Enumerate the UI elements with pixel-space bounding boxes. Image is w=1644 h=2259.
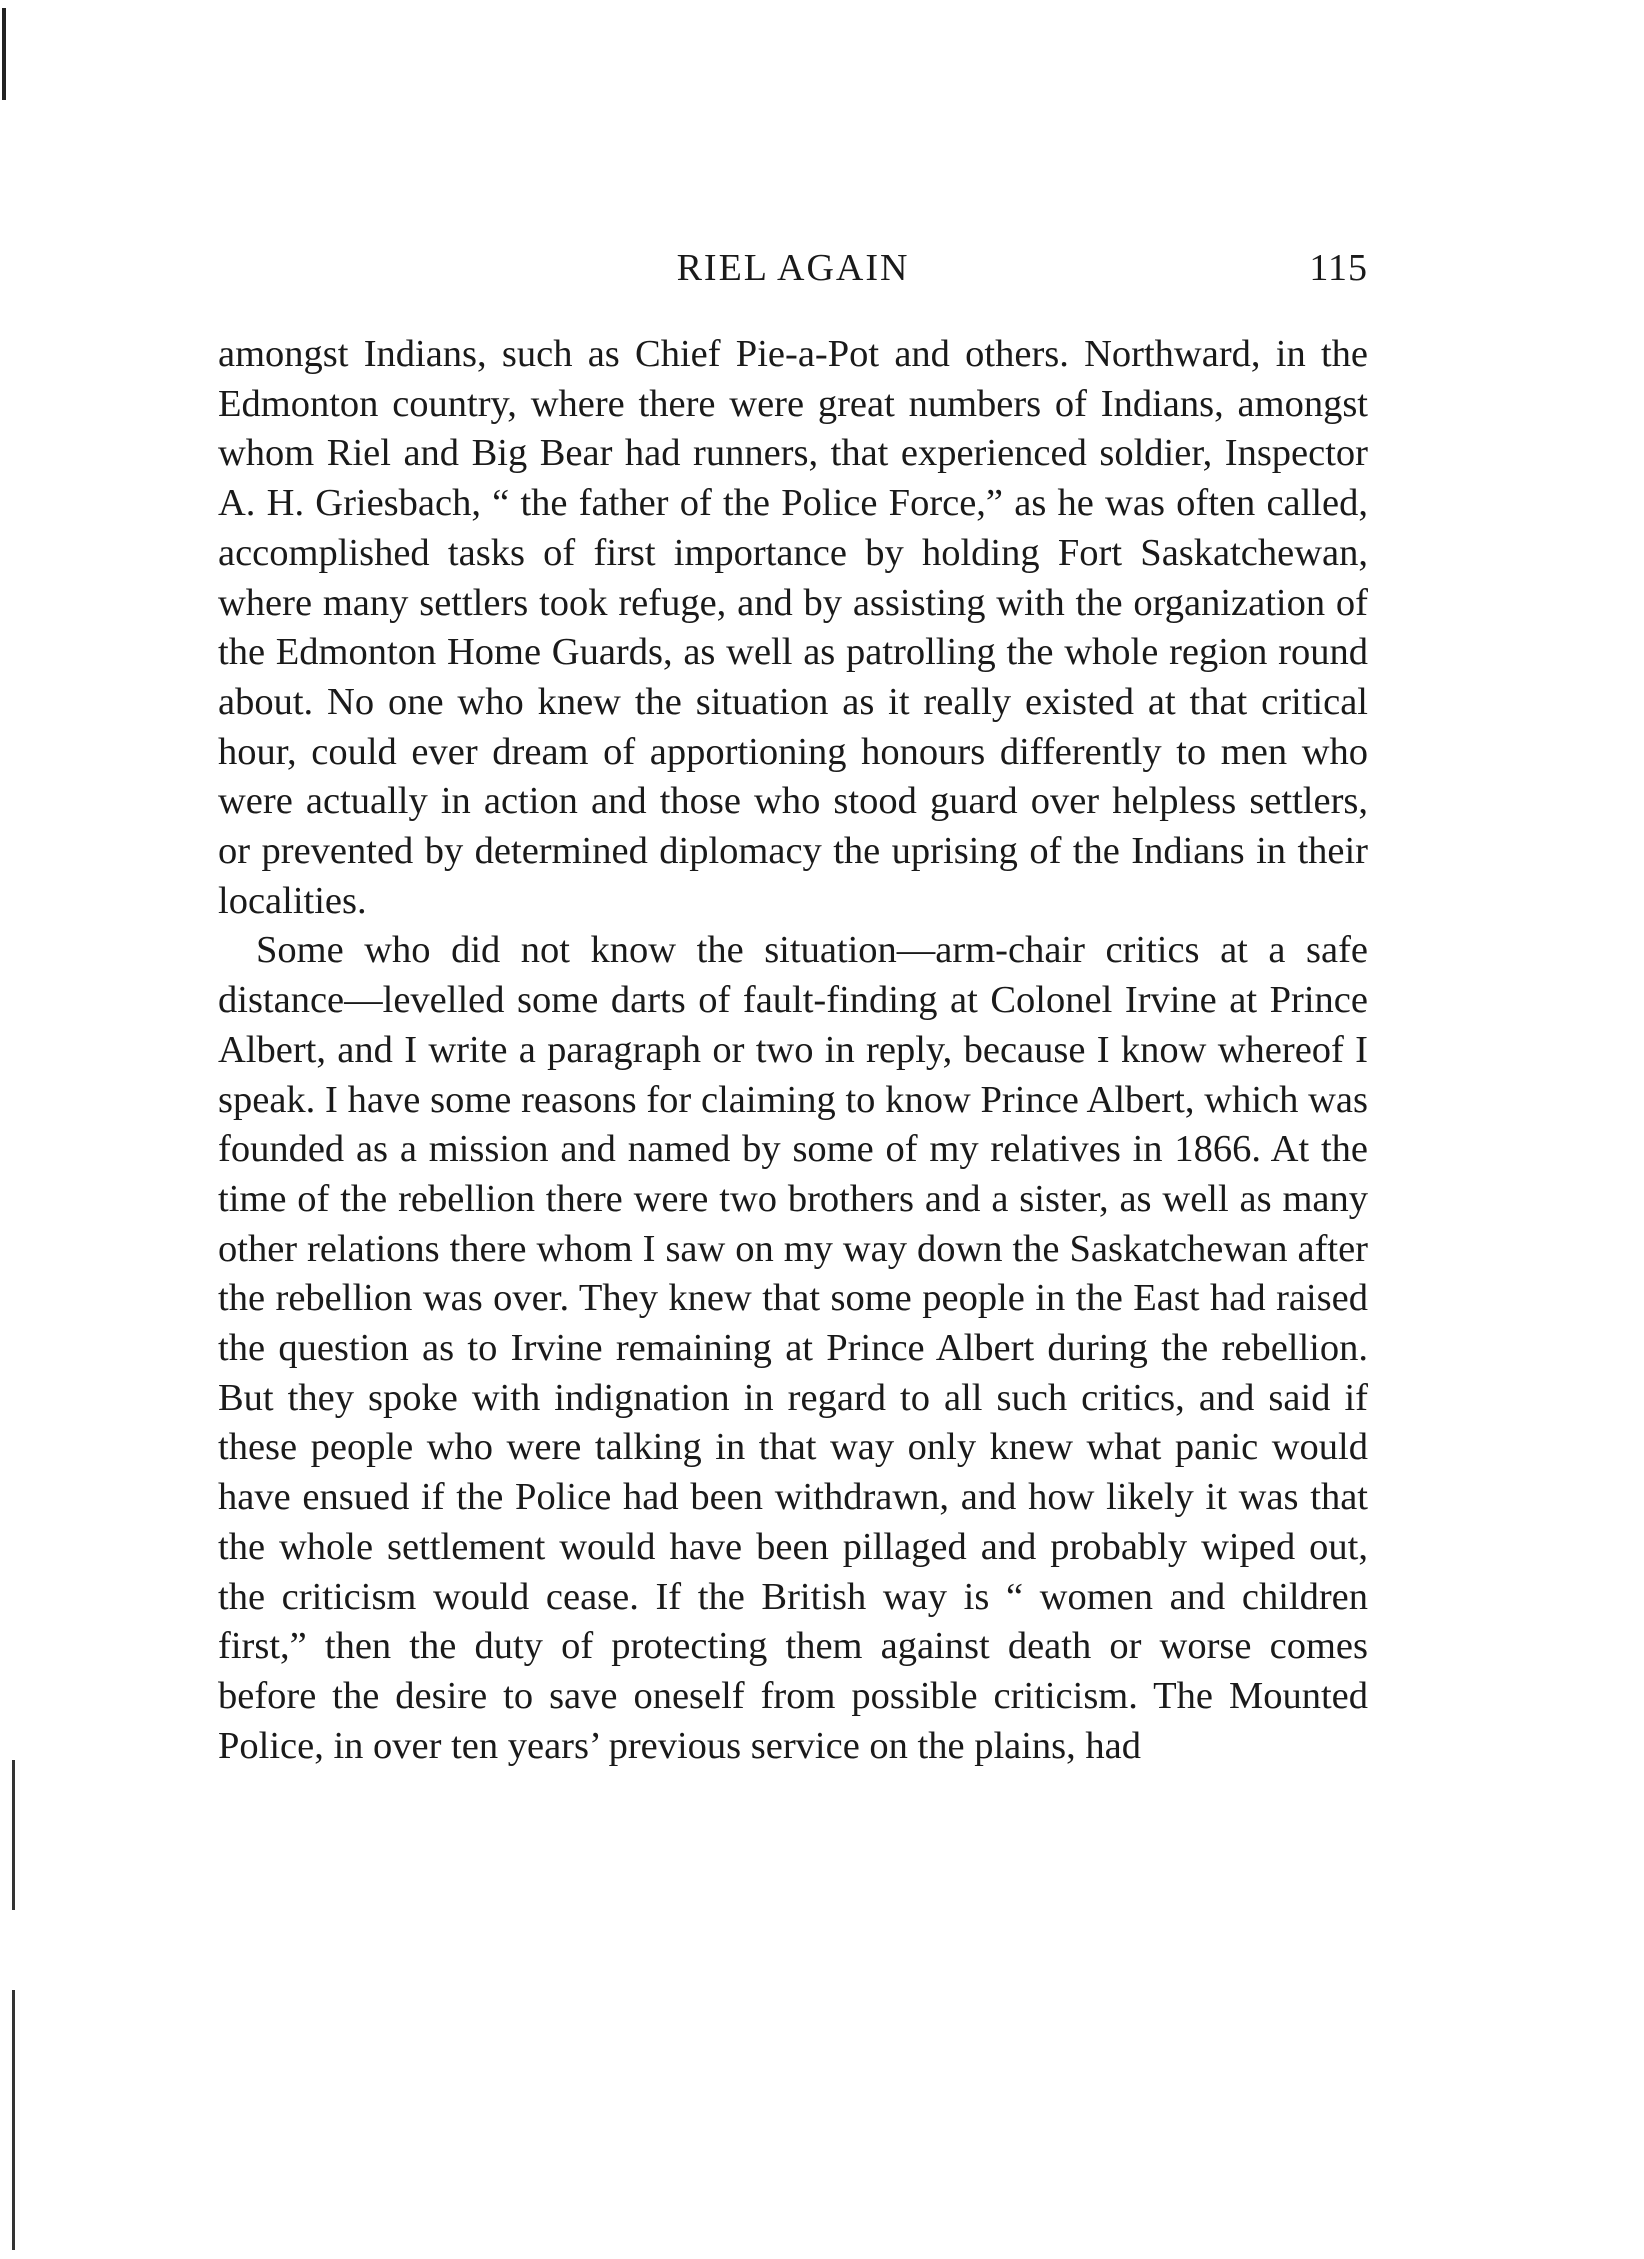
page-header <box>218 238 1368 298</box>
binding-edge-upper <box>12 1760 15 1910</box>
binding-edge-lower <box>12 1990 15 2250</box>
body-text <box>218 330 1368 1771</box>
paragraph-1: amongst Indians, such as Chief Pie-a-Pot and others. Northward, in the Edmonton country, where there were great numbers of Indians, amongst whom Riel and Big Bear had runners, that experienced soldier, Inspector A. H. Griesbach, “ the father of the Police Force,” as he was often called, accomplished tasks of first importance by holding Fort Saskatchewan, where many settlers took refuge, and by assisting with the organization of the Edmonton Home Guards, as well as patrolling the whole region round about. No one who knew the situation as it really existed at that critical hour, could ever dream of apportioning honours differently to men who were actually in action and those who stood guard over helpless settlers, or prevented by determined diplomacy the uprising of the Indians in their localities. <box>218 333 1368 922</box>
paragraph-2: Some who did not know the situation—arm-chair critics at a safe distance—levelled some darts of fault-finding at Colonel Irvine at Prince Albert, and I write a paragraph or two in reply, because I know whereof I speak. I have some reasons for claiming to know Prince Albert, which was founded as a mission and named by some of my relatives in 1866. At the time of the rebellion there were two brothers and a sister, as well as many other relations there whom I saw on my way down the Saskatchewan after the rebellion was over. They knew that some people in the East had raised the question as to Irvine remaining at Prince Albert during the rebellion. But they spoke with indignation in regard to all such critics, and said if these people who were talking in that way only knew what panic would have ensued if the Police had been withdrawn, and how likely it was that the whole settlement would have been pillaged and probably wiped out, the criticism would cease. If the British way is “ women and children first,” then the duty of protecting them against death or worse comes before the desire to save oneself from possible criticism. The Mounted Police, in over ten years’ previous service on the plains, had <box>218 929 1368 1767</box>
running-head: RIEL AGAIN <box>676 247 910 289</box>
scan-margin-mark <box>2 8 6 100</box>
page-number: 115 <box>1309 247 1368 289</box>
